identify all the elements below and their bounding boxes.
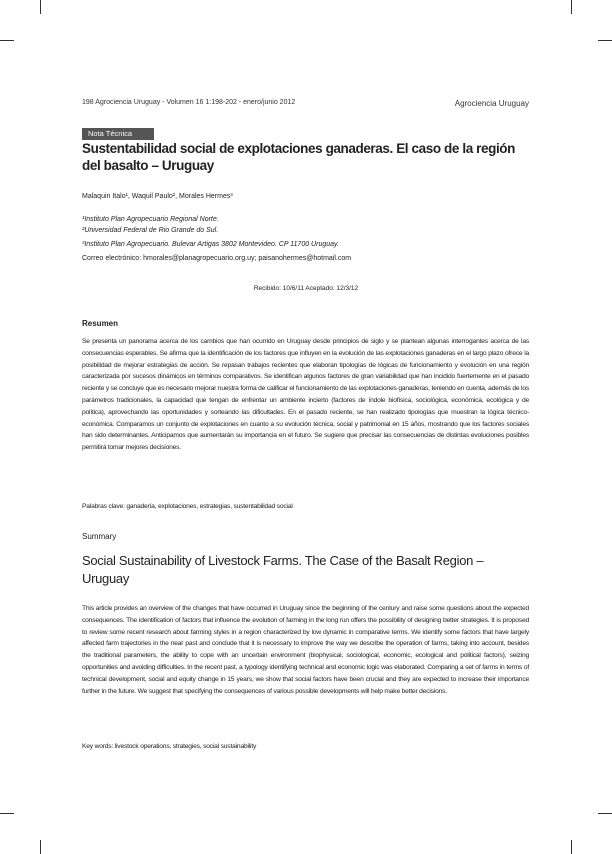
key-words: Key words: livestock operations, strategies, social sustainability (82, 743, 257, 750)
crop-mark (598, 40, 612, 41)
crop-mark (40, 840, 41, 854)
summary-text: This article provides an overview of the changes that have occurred in Uruguay since the beginning of the century and raise some questions about the expected consequences. The identification of factors that influence the evolution of farming in the long run offers the possibility of designing better strategies. It is proposed to review some recent research about farming styles in a region characterized by low dynamic in comparative terms. We identify some factors that have largely affected farm trajectories in the near past and conclude that it is necessary to improve the way we describe the operation of farms, taking into account, besides the traditional parameters, the ability to cope with an uncertain environment (biophysical, sociological, economic, ecological and political factors), seizing opportunities and avoiding difficulties. In the recent past, a typology identifying technical and economic logic was elaborated. Comparing a set of farms in terms of technical development, social and equity change in 15 years, we show that social factors have been crucial and they are expected to increase their importance further in the future. We suggest that specifying the consequences of various possible developments will help make better decisions. (82, 605, 529, 695)
crop-mark (571, 0, 572, 14)
summary-heading: Summary (82, 532, 117, 541)
palabras-clave: Palabras clave: ganadería, explotaciones, estrategias, sustentabilidad social (82, 503, 293, 510)
contact-email: Correo electrónico: hmorales@planagropecuario.org.uy; paisanohermes@hotmail.com (82, 255, 352, 262)
affiliation-1: ¹Instituto Plan Agropecuario Regional Norte. (82, 216, 219, 223)
crop-mark (0, 40, 14, 41)
article-title: Sustentabilidad social de explotaciones ganaderas. El caso de la región del basalto – Uruguay (82, 141, 515, 173)
received-accepted-dates: Recibido: 10/6/11 Aceptado: 12/3/12 (253, 285, 359, 292)
crop-mark (40, 0, 41, 14)
citation-line: 198 Agrociencia Uruguay - Volumen 16 1:198-202 - enero/junio 2012 (82, 99, 296, 106)
crop-mark (598, 813, 612, 814)
running-header (82, 99, 529, 111)
affiliation-2: ²Universidad Federal de Rio Grande do Sul. (82, 227, 219, 234)
crop-mark (0, 813, 14, 814)
resumen-heading: Resumen (82, 319, 119, 328)
author-list: Malaquin Italo¹, Waquil Paulo², Morales Hermes³ (82, 193, 233, 200)
journal-name: Agrociencia Uruguay (454, 99, 529, 108)
resumen-text: Se presenta un panorama acerca de los cambios que han ocurrido en Uruguay desde principios de siglo y se plantean algunas interrogantes acerca de las consecuencias esperables. Se afirma que la identificación de los factores que influyen en la evolución de las explotaciones ganaderas en el largo plazo ofrece la posibilidad de mejorar estrategias de acción. Se repasan trabajos recientes que elaboran tipologías de lógicas de funcionamiento y evolución en una región caracterizada por sucesos dinámicos en términos comparativos. Se identifican algunos factores de gran variabilidad que han incidido fuertemente en el pasado reciente y se concluye que es necesario mejorar nuestra forma de calificar el funcionamiento de las explotaciones ganaderas, teniendo en cuenta, además de los parámetros tradicionales, la capacidad que tengan de enfrentar un ambiente incierto (factores de índole biofísica, sociológica, económica, ecológica y de política), aprovechando las oportunidades y sorteando las dificultades. En el pasado reciente, se han realizado tipologías que muestran la lógica técnico-económica. Comparamos un conjunto de explotaciones en cuanto a su evolución técnica, social y patrimonial en 15 años, mostrando que los factores sociales han sido determinantes. Anticipamos que aumentarán su importancia en el futuro. Se sugiere que precisar las consecuencias de distintas evoluciones posibles permitirá tomar mejores decisiones. (82, 338, 529, 452)
crop-mark (571, 840, 572, 854)
section-badge: Nota Técnica (82, 128, 154, 140)
summary-title: Social Sustainability of Livestock Farms. The Case of the Basalt Region – Uruguay (82, 553, 484, 586)
affiliation-3: ³Instituto Plan Agropecuario. Bulevar Artigas 3802 Montevideo. CP 11700 Uruguay. (82, 241, 339, 248)
